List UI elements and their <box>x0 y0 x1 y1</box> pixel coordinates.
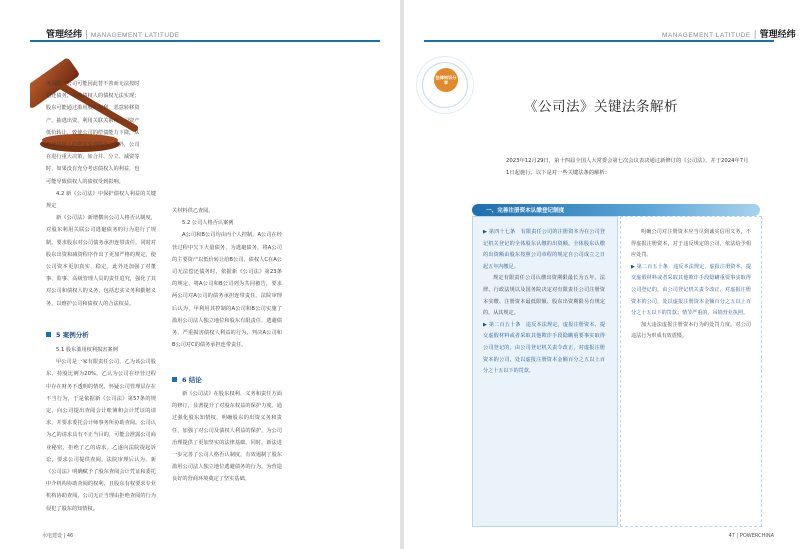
topic-badge: 法律知识分享 <box>434 68 458 92</box>
right-footer: 47 | POWERCHINA <box>728 533 774 539</box>
provision-panel-right <box>620 216 762 527</box>
provision-commentary: 规定有限责任公司认缴出资期限最长为五年。法律、行政法规以及国务院决定对有限责任公司注册资本实缴、注册资本最低限额、股东出资期限另有规定的，从其规定。 <box>483 275 605 317</box>
subsection-heading: 4.2 新《公司法》中保护债权人利益的关键规定 <box>46 190 156 210</box>
left-col2 <box>172 205 282 351</box>
left-header-en: MANAGEMENT LATITUDE <box>90 32 180 39</box>
text-line: 关材料供乙查阅。 <box>172 208 214 214</box>
text-line: 可能导致债权人的债权受到影响。 <box>46 178 124 185</box>
left-col1 <box>46 78 156 310</box>
left-col2-conclusion <box>172 388 282 486</box>
panel-left-text <box>483 227 605 378</box>
section6-title: 6 结论 <box>172 375 202 384</box>
left-header-rule <box>30 40 380 42</box>
text-line: 而使债权人的利益受到损害。此外，公司 <box>46 142 140 149</box>
left-header-zh: 管理经纬 <box>46 30 83 40</box>
text-line: 时，如果没有充分考虑债权人的利益，也 <box>46 166 140 173</box>
text-line: 偿还债务，导致债权人的债权无法实现； <box>46 93 140 100</box>
conclusion-paragraph: 新《公司法》在股东权利、义务和责任方面的修订，显著提升了对股东权益的保护力度。通过强化股东知情权、明确股东的出资义务和责任，加强了对公司及债权人利益的保护，为公司治理提供了更加坚实的法律基础。同时，新法进一步完善了公司人格否认制度，有效遏制了股东滥用公司法人独立地位逃避债务的行为，为营造良好的营商环境奠定了坚实基础。 <box>172 391 282 483</box>
left-col1-case <box>46 344 156 515</box>
provision-text: ▶ 第四十七条 有限责任公司的注册资本为在公司登记机关登记的全体股东认缴的出资额。全体股东认缴的出资额由股东按照公司章程的规定自公司成立之日起五年内缴足。 <box>483 229 605 270</box>
case-paragraph: 甲公司是一家有限责任公司，乙为该公司股东，持股比例为20%。乙认为公司在经营过程中存在财务不透明的情况，怀疑公司管理层存在不当行为，于是依据新《公司法》第57条的规定，向公司提出查阅会计账簿和会计凭证的请求，并要求委托会计师事务所协助查阅。公司认为乙的请求具有不正当目的，可能会泄露公司商业秘密，拒绝了乙的请求。乙遂向法院提起诉讼，要求公司提供查阅。法院审理后认为，新《公司法》明确赋予了股东查阅会计凭证和委托中介机构协助查阅的权利，且股东有权要求专业机构协助查阅，公司无正当理由拒绝查阅的行为侵犯了股东的知情权。 <box>46 359 156 512</box>
left-header: 管理经纬 | MANAGEMENT LATITUDE <box>46 30 180 40</box>
section-banner <box>472 204 760 216</box>
right-header-zh: 管理经纬 <box>759 30 796 40</box>
right-page <box>404 0 804 549</box>
left-footer: 水电建设 | 46 <box>42 533 74 539</box>
text-line: 股东可能通过滥用股东权利，恶意转移资 <box>46 105 140 112</box>
section-marker <box>46 332 51 337</box>
right-header-en: MANAGEMENT LATITUDE <box>662 32 751 39</box>
text-line: 在进行重大决策，如合并、分立、减资等 <box>46 154 140 161</box>
provision-text: ▶ 第二百五十条 违反本法规定，虚报注册资本、提交虚假材料或者采取其他欺诈手段隐瞒重要事实取得公司登记的，由公司登记机关责令改正，对虚报注册资本的公司，处以虚报注册资本金额百分之五以上百分之十五以下的罚款；情节严重的，吊销营业执照。 <box>631 263 751 317</box>
text-line: 产、抽逃出资、利用关联关系将公司资产 <box>46 117 140 124</box>
paragraph: 新《公司法》新增横向公司人格否认制度，对股东利用关联公司逃避债务的行为进行了规制。要求股东对公司债务承担连带责任。同时对股东出资和减资程序作出了更加严格的规定，使公司资本更加真实、稳定。此外还加强了对董事、监事、高级管理人员的责任追究，强化了其对公司和债权人的义务，包括忠实义务和勤勉义务，以维护公司和债权人的合法权益。 <box>46 215 156 307</box>
article-intro: 2023年12月29日，第十四届全国人大常委会第七次会议表决通过新修订的《公司法》，并于2024年7月1日起施行。以下是对一些关键法条的解析： <box>506 158 749 176</box>
section-banner-label: 一、完善注册资本认缴登记制度 <box>486 208 565 214</box>
case-subtitle: 5.2 公司人格否认案例 <box>182 220 234 227</box>
provision-text: ▶ 第二百五十条 违反本法规定，虚报注册资本、提交虚假材料或者采取其他欺诈手段隐瞒重要事实取得公司登记的，由公司登记机关责令改正，对虚报注册资本的公司，处以虚报注册资本金额百分之五以上百分之十五以下的罚款。 <box>483 321 605 375</box>
section5-title: 5 案例分析 <box>46 330 89 339</box>
case-paragraph: A公司和B公司均由丙个人控制。A公司在经营过程中欠下大量债务，为逃避债务，将A公司的主要资产以低价转让给B公司，债权人C在A公司无法偿还债务时，依据新《公司法》第23条的规定，将A公司和B公司列为共同被告，要求两公司对A公司的债务承担连带责任。法院审理后认为，甲利用其控制的A公司和B公司实施了滥用公司法人独立地位和股东有限责任、逃避债务、严重损害债权人利益的行为，判决A公司和B公司对C的债务承担连带责任。 <box>172 232 282 349</box>
right-header-rule <box>424 40 774 42</box>
provision-commentary: 明确公司对注册资本应当尽到诚实信用义务，不得虚报注册资本，对于违反规定的公司，依法给予相应处罚。 <box>631 229 751 259</box>
text-line: 务风险，公司可能因此替不善而无法按时 <box>46 81 140 87</box>
section-marker <box>172 377 177 382</box>
text-line: 低价转让，致使公司的偿债能力下降，从 <box>46 129 140 136</box>
provision-panel-left <box>472 216 618 527</box>
right-header: MANAGEMENT LATITUDE | 管理经纬 <box>662 30 796 40</box>
panel-right-text <box>631 227 751 343</box>
left-page <box>0 0 400 549</box>
case-subtitle: 5.1 股东滥用权利损害案例 <box>56 347 118 353</box>
provision-commentary: 加大违法虚报注册资本行为的处罚力度，对公司违法行为形成有效震慑。 <box>631 321 751 340</box>
article-title: 《公司法》关键法条解析 <box>524 99 678 115</box>
